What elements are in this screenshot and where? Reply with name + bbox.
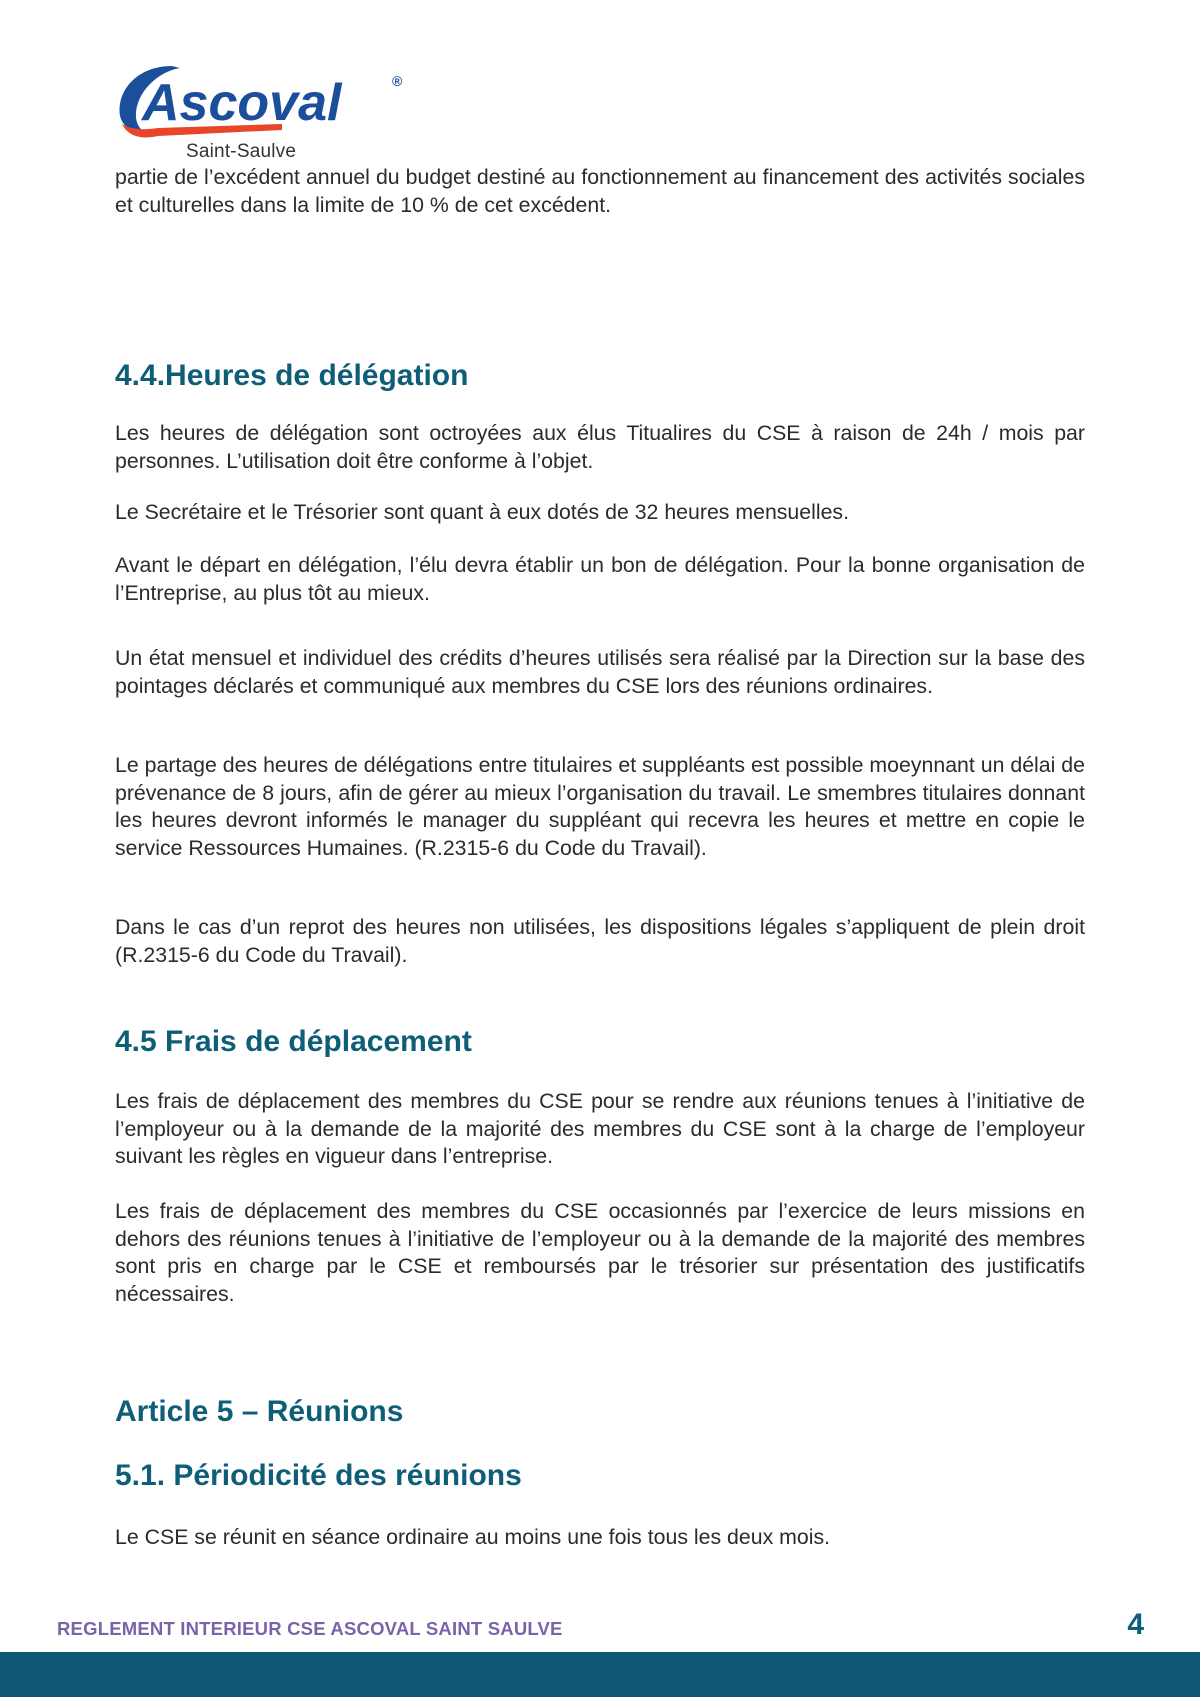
article-heading-5: Article 5 – Réunions [115, 1395, 404, 1428]
logo-registered-mark: ® [392, 73, 403, 89]
page-number: 4 [1127, 1608, 1144, 1641]
logo-text: Ascoval [142, 74, 342, 132]
paragraph-4-4-1: Les heures de délégation sont octroyées aux élus Titualires du CSE à raison de 24h / mois par personnes. L’utilisation doit être conforme à l’objet. [115, 421, 1085, 473]
paragraph-4-5-1: Les frais de déplacement des membres du CSE pour se rendre aux réunions tenues à l’initiative de l’employeur ou à la demande de la majorité des membres du CSE sont à la charge de l’employeur suivant les règles en vigueur dans l’entreprise. [115, 1089, 1085, 1168]
intro-paragraph: partie de l’excédent annuel du budget destiné au fonctionnement au financement des activités sociales et culturelles dans la limite de 10 % de cet excédent. [115, 165, 1085, 217]
paragraph-4-4-6: Dans le cas d’un reprot des heures non utilisées, les dispositions légales s’appliquent de plein droit (R.2315-6 du Code du Travail). [115, 915, 1085, 967]
paragraph-4-4-3: Avant le départ en délégation, l’élu devra établir un bon de délégation. Pour la bonne organisation de l’Entreprise, au plus tôt au mieux. [115, 553, 1085, 605]
section-heading-5-1: 5.1. Périodicité des réunions [115, 1459, 522, 1492]
logo-subtitle: Saint-Saulve [186, 141, 297, 162]
section-heading-4-4: 4.4.Heures de délégation [115, 359, 469, 392]
paragraph-4-5-2: Les frais de déplacement des membres du CSE occasionnés par l’exercice de leurs missions en dehors des réunions tenues à l’initiative de l’employeur ou à la demande de la majorité des membres sont pris en charge par le CSE et remboursés par le trésorier sur présentation des justificatifs nécessaires. [115, 1199, 1085, 1306]
paragraph-4-4-2: Le Secrétaire et le Trésorier sont quant à eux dotés de 32 heures mensuelles. [115, 500, 849, 524]
footer-title: REGLEMENT INTERIEUR CSE ASCOVAL SAINT SAULVE [57, 1618, 563, 1639]
paragraph-4-4-4: Un état mensuel et individuel des crédits d’heures utilisés sera réalisé par la Direction sur la base des pointages déclarés et communiqué aux membres du CSE lors des réunions ordinaires. [115, 646, 1085, 698]
section-heading-4-5: 4.5 Frais de déplacement [115, 1025, 472, 1058]
footer-band [0, 1652, 1200, 1697]
paragraph-4-4-5: Le partage des heures de délégations entre titulaires et suppléants est possible moeynnant un délai de prévenance de 8 jours, afin de gérer au mieux l’organisation du travail. Le smembres titulaires donnant les heures devront informés le manager du suppléant qui recevra les heures et mettre en copie le service Ressources Humaines. (R.2315-6 du Code du Travail). [115, 753, 1085, 860]
paragraph-5-1: Le CSE se réunit en séance ordinaire au moins une fois tous les deux mois. [115, 1525, 831, 1549]
